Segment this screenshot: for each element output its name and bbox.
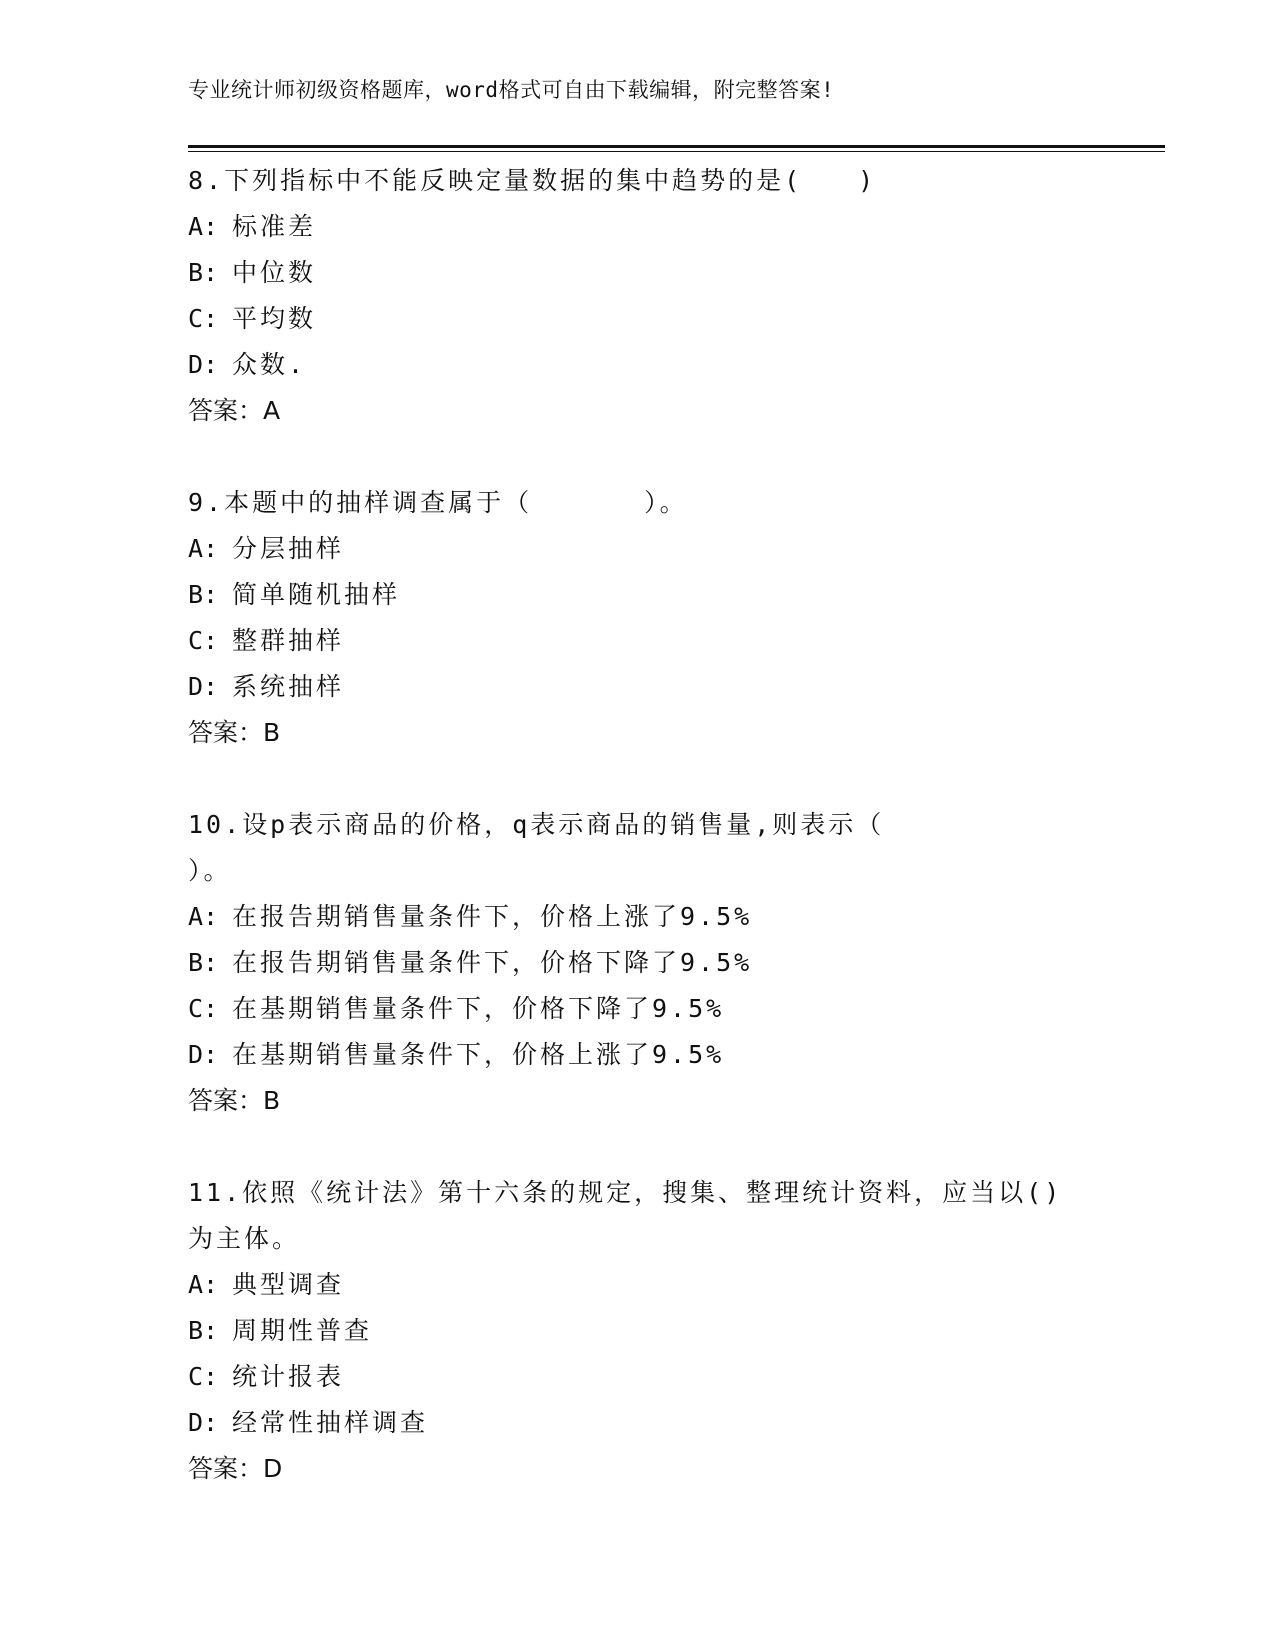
option-text: 平均数 [232, 304, 317, 333]
option-text: 在报告期销售量条件下，价格上涨了9.5% [232, 902, 753, 931]
option-key: A: [188, 902, 219, 931]
question-list [188, 158, 1168, 1538]
question-stem-continued: 为主体。 [188, 1224, 301, 1253]
question-stem-continued: ）。 [188, 856, 232, 885]
option-text: 周期性普查 [232, 1316, 373, 1345]
question-stem: 8.下列指标中不能反映定量数据的集中趋势的是( ) [188, 166, 877, 195]
option-d [188, 342, 1168, 388]
option-b [188, 572, 1168, 618]
option-key: C: [188, 994, 219, 1023]
option-text: 典型调查 [232, 1270, 345, 1299]
question-11 [188, 1170, 1168, 1492]
option-c [188, 1354, 1168, 1400]
document-page [188, 0, 1168, 1650]
option-key: A: [188, 212, 219, 241]
answer-line: 答案：B [188, 1086, 281, 1115]
option-d [188, 664, 1168, 710]
option-a [188, 894, 1168, 940]
header-rule-thin [188, 151, 1165, 152]
option-text: 分层抽样 [232, 534, 345, 563]
option-key: C: [188, 1362, 219, 1391]
option-key: B: [188, 580, 219, 609]
option-c [188, 986, 1168, 1032]
option-b [188, 1308, 1168, 1354]
option-key: B: [188, 1316, 219, 1345]
question-9 [188, 480, 1168, 756]
option-key: A: [188, 1270, 219, 1299]
option-b [188, 940, 1168, 986]
option-key: B: [188, 258, 219, 287]
question-stem: 9.本题中的抽样调查属于（ ）。 [188, 488, 688, 517]
option-text: 在报告期销售量条件下，价格下降了9.5% [232, 948, 753, 977]
option-a [188, 204, 1168, 250]
answer-line: 答案：A [188, 396, 281, 425]
option-text: 中位数 [232, 258, 317, 287]
option-text: 标准差 [232, 212, 317, 241]
option-text: 简单随机抽样 [232, 580, 401, 609]
question-stem: 11.依照《统计法》第十六条的规定，搜集、整理统计资料，应当以() [188, 1178, 1063, 1207]
option-key: B: [188, 948, 219, 977]
option-key: A: [188, 534, 219, 563]
header-rule-thick [188, 145, 1165, 148]
option-text: 经常性抽样调查 [232, 1408, 429, 1437]
option-b [188, 250, 1168, 296]
page-header: 专业统计师初级资格题库，word格式可自由下载编辑，附完整答案! [188, 78, 835, 102]
option-text: 在基期销售量条件下，价格上涨了9.5% [232, 1040, 725, 1069]
option-d [188, 1400, 1168, 1446]
option-text: 众数. [232, 350, 307, 379]
answer-line: 答案：B [188, 718, 281, 747]
option-c [188, 296, 1168, 342]
option-key: C: [188, 626, 219, 655]
question-8 [188, 158, 1168, 434]
answer-line: 答案：D [188, 1454, 283, 1483]
option-d [188, 1032, 1168, 1078]
option-c [188, 618, 1168, 664]
option-text: 整群抽样 [232, 626, 345, 655]
option-text: 系统抽样 [232, 672, 345, 701]
option-key: D: [188, 1040, 219, 1069]
option-text: 在基期销售量条件下，价格下降了9.5% [232, 994, 725, 1023]
option-a [188, 1262, 1168, 1308]
option-a [188, 526, 1168, 572]
option-key: D: [188, 350, 219, 379]
option-key: C: [188, 304, 219, 333]
question-10 [188, 802, 1168, 1124]
option-text: 统计报表 [232, 1362, 345, 1391]
option-key: D: [188, 672, 219, 701]
question-stem: 10.设p表示商品的价格，q表示商品的销售量,则表示（ [188, 810, 885, 839]
option-key: D: [188, 1408, 219, 1437]
